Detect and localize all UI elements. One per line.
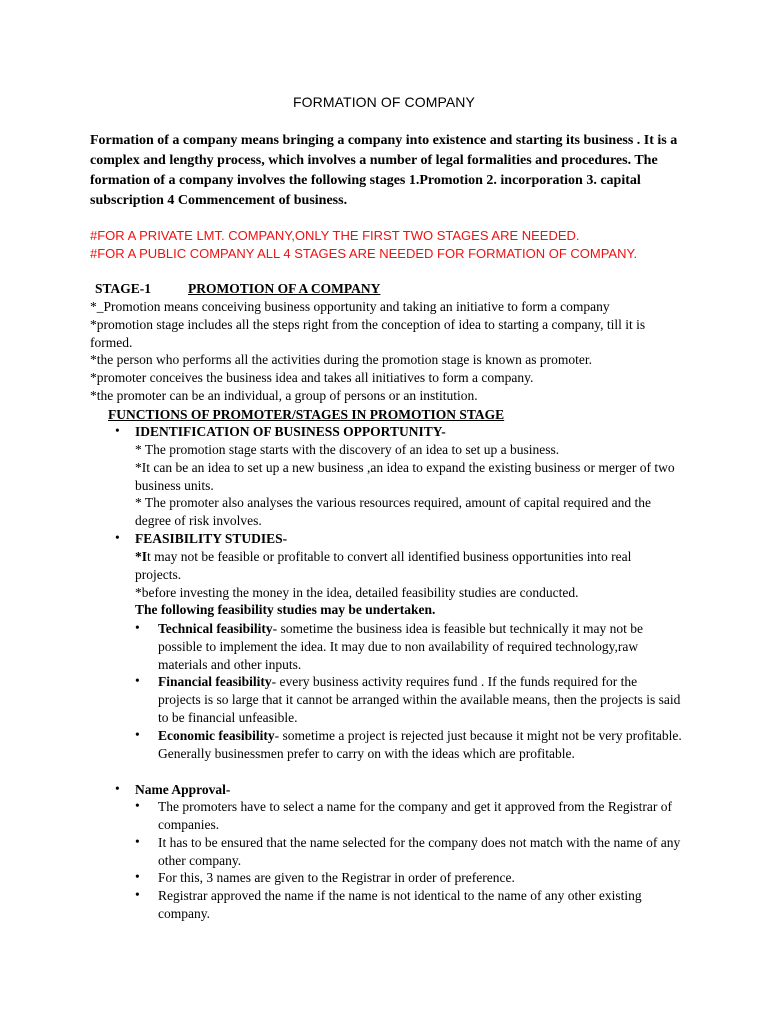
bullet-icon: • (135, 727, 140, 742)
name-approval-heading: Name Approval- (135, 782, 231, 797)
name-approval-item: For this, 3 names are given to the Registrar in order of preference. (158, 870, 515, 885)
stage-line: *_Promotion means conceiving business opportunity and taking an initiative to form a company (90, 299, 610, 314)
feasibility-line: *before investing the money in the idea, detailed feasibility studies are conducted. (135, 584, 579, 600)
feasibility-text: - sometime a project is rejected just because it might not be very profitable. Generally businessmen prefer to carry on with the ideas which are profitable. (158, 728, 682, 761)
feasibility-body (135, 548, 675, 619)
bullet-icon: • (135, 869, 140, 884)
stage-description (90, 298, 690, 405)
private-company-note: #FOR A PRIVATE LMT. COMPANY,ONLY THE FIRST TWO STAGES ARE NEEDED. (90, 228, 580, 243)
name-approval-item: The promoters have to select a name for the company and get it approved from the Registrar of companies. (158, 799, 672, 832)
feasibility-line (135, 548, 675, 584)
public-company-note: #FOR A PUBLIC COMPANY ALL 4 STAGES ARE NEEDED FOR FORMATION OF COMPANY. (90, 246, 638, 261)
feasibility-text: - sometime the business idea is feasible but technically it may not be possible to implement the idea. It may due to non availability of required technology,raw materials and other inputs. (158, 621, 644, 672)
identification-body (135, 441, 690, 530)
stage-line: *promoter conceives the business idea and takes all initiatives to form a company. (90, 370, 534, 386)
stage-heading: PROMOTION OF A COMPANY (188, 281, 381, 296)
bullet-icon: • (135, 834, 140, 849)
bullet-icon: • (135, 887, 140, 902)
feasibility-heading: FEASIBILITY STUDIES- (135, 531, 288, 546)
feasibility-line-bold: *I (135, 549, 148, 564)
bullet-icon: • (135, 673, 140, 688)
feasibility-text: - every business activity requires fund . If the funds required for the projects is so large that it cannot be arranged within the available means, then the projects is said to be financial unfeasible. (158, 674, 681, 725)
identification-line: * The promotion stage starts with the discovery of an idea to set up a business. (135, 442, 560, 457)
stage-label: STAGE-1 (95, 281, 152, 296)
feasibility-item (158, 673, 683, 726)
stage-line: *promotion stage includes all the steps right from the conception of idea to starting a company, till it is formed. (90, 316, 646, 350)
feasibility-line-rest: t may not be feasible or profitable to convert all identified business opportunities into real projects. (135, 549, 632, 582)
bullet-icon: • (135, 620, 140, 635)
identification-line: * The promoter also analyses the various resources required, amount of capital required and the degree of risk involves. (135, 495, 651, 529)
feasibility-term: Economic feasibility (158, 728, 275, 743)
feasibility-item (158, 727, 683, 763)
name-approval-item: It has to be ensured that the name selected for the company does not match with the name of any other company. (158, 835, 681, 868)
feasibility-term: Technical feasibility (158, 621, 273, 636)
bullet-icon: • (135, 798, 140, 813)
stage-notes (90, 227, 690, 263)
page-title: FORMATION OF COMPANY (293, 94, 475, 110)
intro-paragraph: Formation of a company means bringing a company into existence and starting its business . It is a complex and lengthy process, which involves a number of legal formalities and procedures. The formation of a company involves the following stages 1.Promotion 2. incorporation 3. capital subscription 4 Commencement of business. (90, 133, 678, 208)
feasibility-item (158, 620, 683, 673)
stage-line: *the promoter can be an individual, a group of persons or an institution. (90, 387, 478, 403)
feasibility-term: Financial feasibility (158, 674, 272, 689)
identification-heading: IDENTIFICATION OF BUSINESS OPPORTUNITY- (135, 424, 446, 439)
identification-line: *It can be an idea to set up a new business ,an idea to expand the existing business or merger of two business units. (135, 459, 675, 493)
bullet-icon: • (115, 530, 120, 545)
stage-line: *the person who performs all the activities during the promotion stage is known as promoter. (90, 352, 593, 368)
name-approval-item: Registrar approved the name if the name is not identical to the name of any other existing company. (158, 888, 642, 921)
feasibility-subheading: The following feasibility studies may be undertaken. (135, 602, 436, 618)
bullet-icon: • (115, 781, 120, 796)
functions-heading: FUNCTIONS OF PROMOTER/STAGES IN PROMOTION STAGE (108, 407, 505, 422)
bullet-icon: • (115, 423, 120, 438)
